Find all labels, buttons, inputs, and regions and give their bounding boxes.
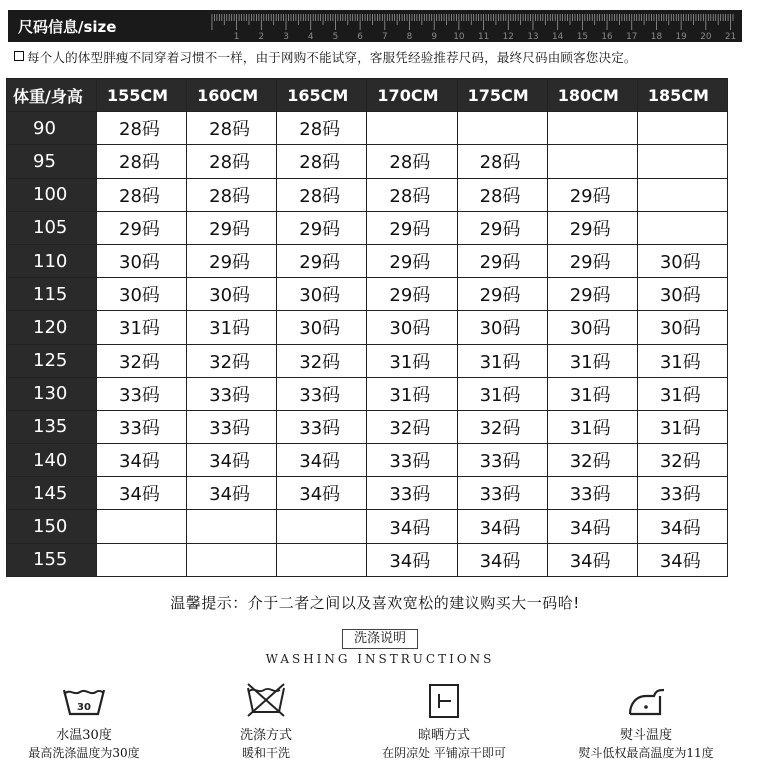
weight-row-header: 150: [7, 510, 97, 543]
size-cell: 34码: [277, 444, 367, 477]
size-cell: 33码: [367, 477, 457, 510]
size-cell: 31码: [547, 410, 637, 443]
ruler-number: 13: [527, 31, 539, 43]
size-cell: 34码: [547, 543, 637, 576]
table-row: [7, 145, 728, 178]
size-table-header-row: [7, 79, 728, 112]
size-cell: 31码: [457, 377, 547, 410]
table-row: [7, 311, 728, 344]
size-cell: 30码: [367, 311, 457, 344]
care-title: 水温30度: [56, 728, 112, 743]
size-cell: 31码: [187, 311, 277, 344]
size-cell: [97, 510, 187, 543]
size-cell: [637, 112, 727, 145]
size-cell: 34码: [97, 477, 187, 510]
table-row: [7, 377, 728, 410]
ruler-number: 10: [453, 31, 465, 43]
weight-row-header: 95: [7, 145, 97, 178]
size-cell: 30码: [97, 244, 187, 277]
care-item-wash-method: [176, 680, 356, 761]
size-cell: [547, 112, 637, 145]
size-cell: 28码: [97, 112, 187, 145]
ruler-number: 15: [576, 31, 588, 43]
care-subtitle: 熨斗低权最高温度为11度: [578, 746, 714, 760]
size-cell: 28码: [187, 112, 277, 145]
size-cell: 30码: [637, 244, 727, 277]
size-cell: 30码: [637, 278, 727, 311]
weight-row-header: 145: [7, 477, 97, 510]
wash-temp-badge: 30: [77, 702, 91, 713]
table-row: [7, 477, 728, 510]
ruler-number: 18: [650, 31, 663, 43]
ruler-number: 8: [406, 31, 413, 43]
size-cell: 33码: [97, 410, 187, 443]
weight-row-header: 125: [7, 344, 97, 377]
size-cell: 30码: [277, 311, 367, 344]
line-dry-icon: [354, 680, 534, 720]
size-cell: 32码: [367, 410, 457, 443]
ruler-number: 19: [675, 31, 687, 43]
ruler-number: 14: [552, 31, 564, 43]
size-cell: 31码: [367, 377, 457, 410]
weight-row-header: 90: [7, 112, 97, 145]
size-cell: 29码: [367, 278, 457, 311]
ruler-number: 2: [258, 31, 265, 43]
size-cell: 34码: [367, 543, 457, 576]
size-cell: 31码: [547, 344, 637, 377]
size-cell: 34码: [187, 444, 277, 477]
size-cell: 34码: [367, 510, 457, 543]
size-cell: [277, 510, 367, 543]
size-cell: 30码: [457, 311, 547, 344]
size-cell: 29码: [457, 211, 547, 244]
size-cell: 31码: [637, 377, 727, 410]
size-cell: 28码: [367, 178, 457, 211]
size-cell: 28码: [277, 178, 367, 211]
size-cell: 34码: [97, 444, 187, 477]
size-cell: 34码: [547, 510, 637, 543]
ruler-number: 6: [357, 31, 363, 43]
ruler-number: 5: [332, 31, 339, 43]
size-cell: 34码: [457, 510, 547, 543]
size-cell: 32码: [97, 344, 187, 377]
bullet-box-icon: [14, 51, 24, 61]
height-column-header: 155CM: [97, 79, 187, 112]
care-title: 晾晒方式: [417, 728, 470, 743]
size-cell: 32码: [457, 410, 547, 443]
size-cell: [187, 543, 277, 576]
size-cell: [637, 211, 727, 244]
size-cell: 31码: [457, 344, 547, 377]
weight-row-header: 120: [7, 311, 97, 344]
size-cell: 29码: [277, 244, 367, 277]
weight-row-header: 130: [7, 377, 97, 410]
size-cell: 34码: [457, 543, 547, 576]
size-cell: 33码: [637, 477, 727, 510]
size-cell: 29码: [547, 244, 637, 277]
size-cell: 31码: [637, 410, 727, 443]
size-cell: 28码: [457, 145, 547, 178]
ruler-number: 9: [431, 31, 438, 43]
washing-title-cn: 洗涤说明: [342, 629, 418, 649]
ruler-number: 20: [700, 31, 712, 43]
care-subtitle: 暖和干洗: [241, 746, 290, 760]
size-cell: 32码: [547, 444, 637, 477]
size-cell: 30码: [97, 278, 187, 311]
size-cell: 33码: [277, 410, 367, 443]
ruler-number: 4: [307, 31, 314, 43]
size-cell: 32码: [187, 344, 277, 377]
height-column-header: 170CM: [367, 79, 457, 112]
table-row: [7, 510, 728, 543]
size-cell: 30码: [547, 311, 637, 344]
size-cell: 33码: [547, 477, 637, 510]
ruler-number: 17: [626, 31, 638, 43]
ruler-number: 7: [381, 31, 388, 43]
size-cell: 34码: [277, 477, 367, 510]
size-cell: 29码: [547, 278, 637, 311]
size-cell: 29码: [277, 211, 367, 244]
care-item-drying: [354, 680, 534, 761]
size-header-title: 尺码信息/size: [18, 17, 117, 36]
care-subtitle: 在阴凉处 平铺凉干即可: [382, 746, 506, 760]
size-cell: 28码: [277, 145, 367, 178]
size-header-bar: [8, 10, 742, 42]
size-cell: 29码: [97, 211, 187, 244]
table-row: [7, 410, 728, 443]
ruler-number: 16: [601, 31, 613, 43]
size-cell: [367, 112, 457, 145]
size-cell: [637, 178, 727, 211]
ruler-number: 21: [724, 31, 737, 43]
size-cell: 30码: [637, 311, 727, 344]
table-row: [7, 178, 728, 211]
size-cell: 28码: [97, 178, 187, 211]
size-cell: 32码: [637, 444, 727, 477]
height-column-header: 175CM: [457, 79, 547, 112]
size-cell: 28码: [367, 145, 457, 178]
table-row: [7, 244, 728, 277]
size-cell: 30码: [187, 278, 277, 311]
ruler-number: 3: [283, 31, 289, 43]
weight-row-header: 115: [7, 278, 97, 311]
size-cell: [277, 543, 367, 576]
height-column-header: 185CM: [637, 79, 727, 112]
size-cell: 29码: [367, 244, 457, 277]
size-cell: 29码: [367, 211, 457, 244]
table-row: [7, 211, 728, 244]
wash-tub-icon: [0, 680, 174, 720]
size-notice: [14, 48, 744, 66]
care-title: 洗涤方式: [239, 728, 292, 743]
size-cell: 30码: [277, 278, 367, 311]
weight-row-header: 155: [7, 543, 97, 576]
ruler-number: 11: [477, 31, 490, 43]
iron-icon: [556, 680, 736, 720]
size-cell: 31码: [547, 377, 637, 410]
size-cell: [97, 543, 187, 576]
size-cell: 33码: [367, 444, 457, 477]
height-column-header: 160CM: [187, 79, 277, 112]
no-wash-icon: [176, 680, 356, 720]
size-cell: [187, 510, 277, 543]
size-cell: 29码: [547, 178, 637, 211]
table-row: [7, 444, 728, 477]
size-cell: 28码: [187, 145, 277, 178]
size-cell: 33码: [277, 377, 367, 410]
size-cell: 31码: [367, 344, 457, 377]
size-cell: 29码: [187, 244, 277, 277]
size-cell: 29码: [457, 278, 547, 311]
size-cell: 34码: [187, 477, 277, 510]
table-row: [7, 543, 728, 576]
size-cell: 29码: [547, 211, 637, 244]
size-cell: 31码: [637, 344, 727, 377]
size-cell: 33码: [457, 477, 547, 510]
size-cell: 28码: [277, 112, 367, 145]
weight-row-header: 140: [7, 444, 97, 477]
size-cell: [457, 112, 547, 145]
weight-row-header: 110: [7, 244, 97, 277]
weight-row-header: 135: [7, 410, 97, 443]
table-row: [7, 278, 728, 311]
ruler-number: 12: [502, 31, 514, 43]
size-cell: 34码: [637, 543, 727, 576]
size-cell: 29码: [457, 244, 547, 277]
height-column-header: 165CM: [277, 79, 367, 112]
size-cell: 33码: [187, 377, 277, 410]
size-cell: 33码: [457, 444, 547, 477]
size-cell: 33码: [187, 410, 277, 443]
height-column-header: 180CM: [547, 79, 637, 112]
care-item-water-temp: [0, 680, 174, 761]
size-cell: 28码: [187, 178, 277, 211]
size-cell: [547, 145, 637, 178]
fit-tip: 温馨提示：介于二者之间以及喜欢宽松的建议购买大一码哈!: [170, 594, 580, 612]
washing-title-en: WASHING INSTRUCTIONS: [265, 652, 495, 666]
size-cell: 34码: [637, 510, 727, 543]
weight-row-header: 105: [7, 211, 97, 244]
size-chart-table: [6, 78, 728, 577]
care-subtitle: 最高洗涤温度为30度: [28, 746, 140, 760]
table-row: [7, 112, 728, 145]
ruler-number: 1: [233, 31, 240, 43]
size-cell: 32码: [277, 344, 367, 377]
care-item-ironing: [556, 680, 736, 761]
size-cell: 28码: [457, 178, 547, 211]
table-corner-label: 体重/身高: [7, 79, 97, 112]
size-notice-text: 每个人的体型胖瘦不同穿着习惯不一样，由于网购不能试穿，客服凭经验推荐尺码，最终尺码由顾客您决定。: [27, 50, 637, 65]
size-cell: 29码: [187, 211, 277, 244]
ruler-graphic: [208, 14, 737, 43]
table-row: [7, 344, 728, 377]
care-title: 熨斗温度: [619, 728, 672, 743]
size-cell: 31码: [97, 311, 187, 344]
size-cell: 33码: [97, 377, 187, 410]
size-cell: [637, 145, 727, 178]
weight-row-header: 100: [7, 178, 97, 211]
size-cell: 28码: [97, 145, 187, 178]
ruler-icon: [208, 14, 737, 43]
